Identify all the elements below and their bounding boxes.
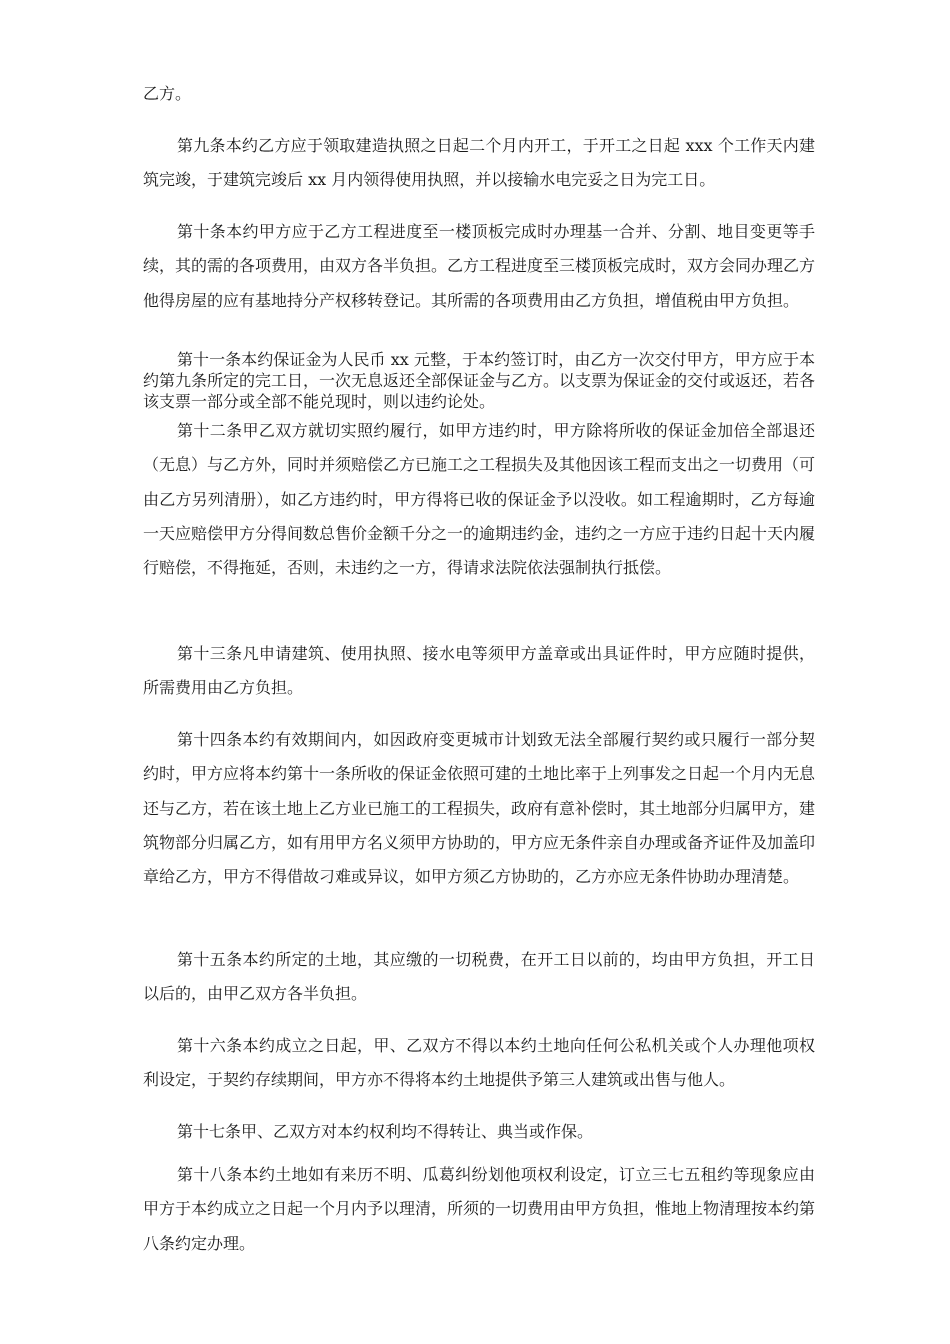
paragraph-article-9: 第九条本约乙方应于领取建造执照之日起二个月内开工，于开工之日起 xxx 个工作天内建筑完竣，于建筑完竣后 xx 月内领得使用执照，并以接输水电完妥之日为完工日。 xyxy=(143,136,815,190)
paragraph-article-11: 第十一条本约保证金为人民币 xx 元整，于本约签订时，由乙方一次交付甲方，甲方应于本约第九条所定的完工日，一次无息返还全部保证金与乙方。以支票为保证金的交付或返还，若各该支票一部分或全部不能兑现时，则以违约论处。 xyxy=(143,350,816,411)
paragraph-article-10: 第十条本约甲方应于乙方工程进度至一楼顶板完成时办理基一合并、分割、地目变更等手续，其的需的各项费用，由双方各半负担。乙方工程进度至三楼顶板完成时，双方会同办理乙方他得房屋的应有基地持分产权移转登记。其所需的各项费用由乙方负担，增值税由甲方负担。 xyxy=(143,222,816,310)
paragraph-article-13: 第十三条凡申请建筑、使用执照、接水电等须甲方盖章或出具证件时，甲方应随时提供，所需费用由乙方负担。 xyxy=(143,644,815,698)
paragraph-continuation: 乙方。 xyxy=(143,84,192,103)
paragraph-article-18: 第十八条本约土地如有来历不明、瓜葛纠纷划他项权利设定，订立三七五租约等现象应由甲方于本约成立之日起一个月内予以理清，所须的一切费用由甲方负担，惟地上物清理按本约第八条约定办理。 xyxy=(143,1165,816,1253)
paragraph-article-14: 第十四条本约有效期间内，如因政府变更城市计划致无法全部履行契约或只履行一部分契约时，甲方应将本约第十一条所收的保证金依照可建的土地比率于上列事发之日起一个月内无息还与乙方，若在该土地上乙方业已施工的工程损失，政府有意补偿时，其土地部分归属甲方，建筑物部分归属乙方，如有用甲方名义须甲方协助的，甲方应无条件亲自办理或备齐证件及加盖印章给乙方，甲方不得借故刁难或异议，如甲方须乙方协助的，乙方亦应无条件协助办理清楚。 xyxy=(143,730,816,887)
paragraph-article-12: 第十二条甲乙双方就切实照约履行，如甲方违约时，甲方除将所收的保证金加倍全部退还（无息）与乙方外，同时并须赔偿乙方已施工之工程损失及其他因该工程而支出之一切费用（可由乙方另列清册），如乙方违约时，甲方得将已收的保证金予以没收。如工程逾期时，乙方每逾一天应赔偿甲方分得间数总售价金额千分之一的逾期违约金，违约之一方应于违约日起十天内履行赔偿，不得拖延，否则，未违约之一方，得请求法院依法强制执行抵偿。 xyxy=(143,421,816,578)
paragraph-article-15: 第十五条本约所定的土地，其应缴的一切税费，在开工日以前的，均由甲方负担，开工日以后的，由甲乙双方各半负担。 xyxy=(143,950,815,1004)
paragraph-article-17: 第十七条甲、乙双方对本约权利均不得转让、典当或作保。 xyxy=(177,1122,594,1141)
paragraph-article-16: 第十六条本约成立之日起，甲、乙双方不得以本约土地向任何公私机关或个人办理他项权利设定，于契约存续期间，甲方亦不得将本约土地提供予第三人建筑或出售与他人。 xyxy=(143,1036,815,1090)
